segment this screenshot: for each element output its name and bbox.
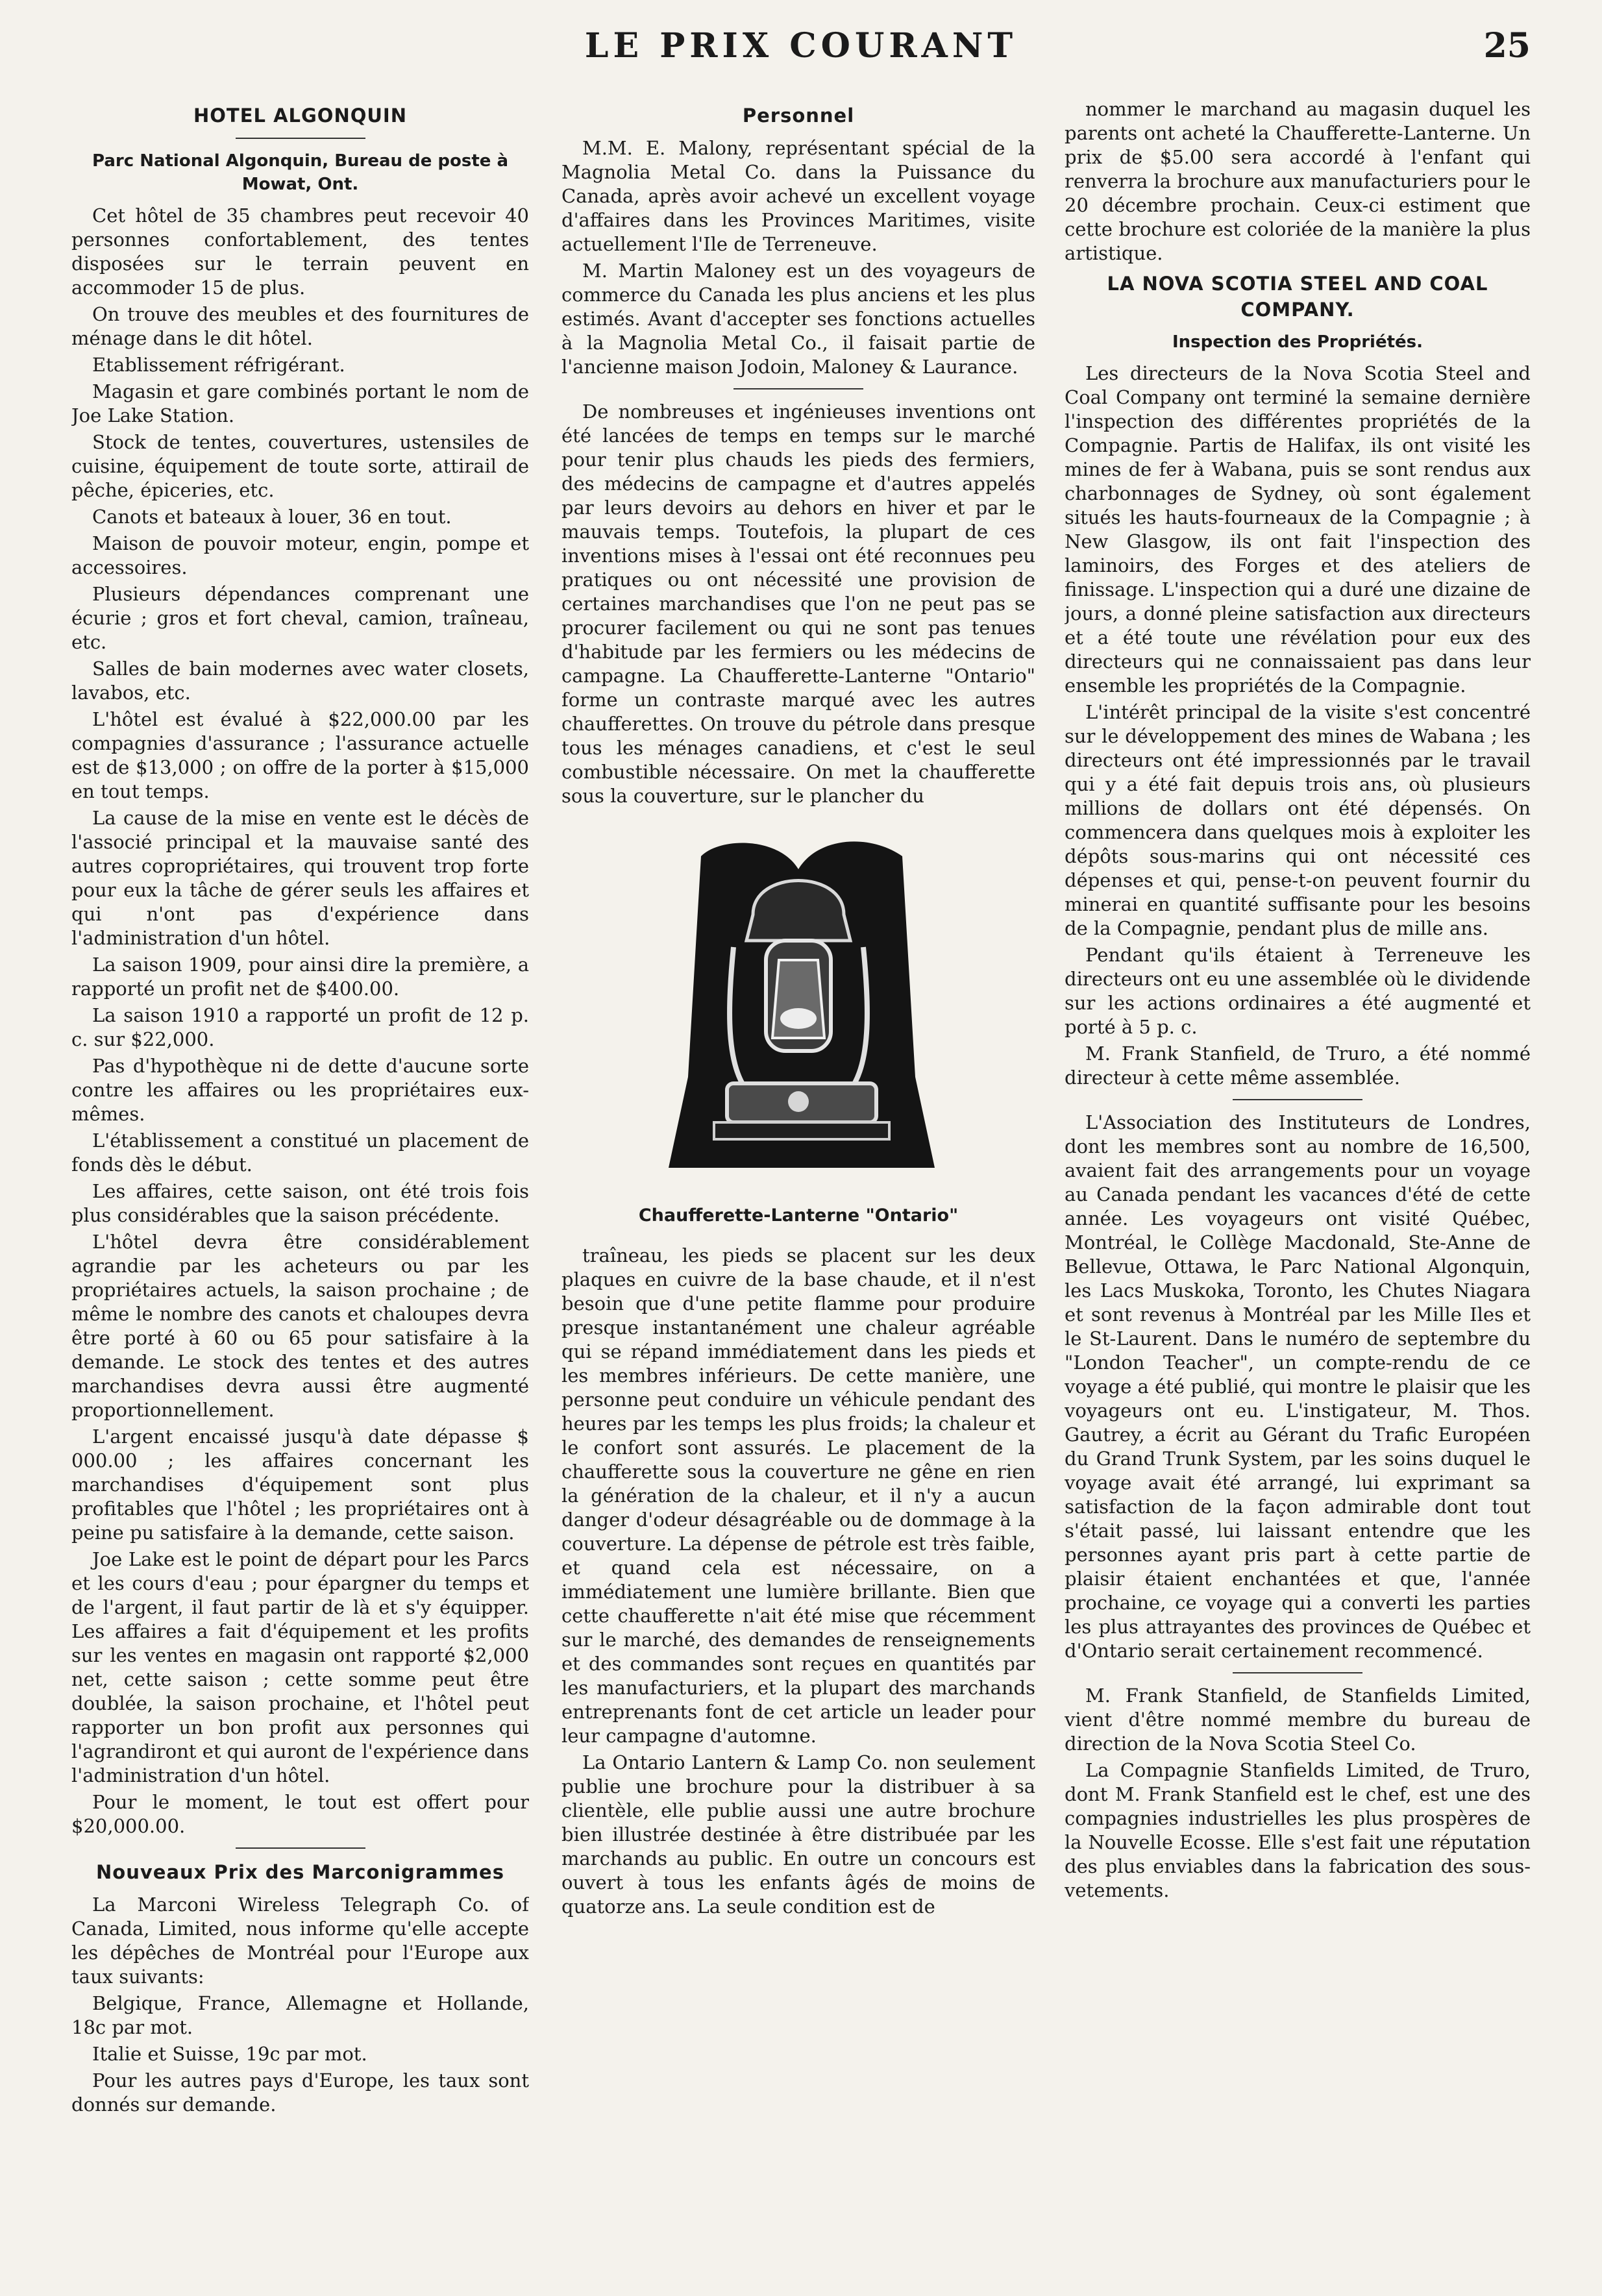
paragraph: Etablissement réfrigérant. <box>92 354 345 376</box>
heading-nova-scotia-steel: LA NOVA SCOTIA STEEL AND COAL COMPANY. <box>1107 273 1488 321</box>
subheading-hotel-location: Parc National Algonquin, Bureau de poste à Mowat, Ont. <box>92 151 508 194</box>
paragraph: On trouve des meubles et des fournitures de ménage dans le dit hôtel. <box>71 303 529 349</box>
paragraph: L'hôtel est évalué à $22,000.00 par les compagnies d'assurance ; l'assurance actuelle est de $13,000 ; on offre de la porter à $15,000 en tout temps. <box>71 708 529 802</box>
column-left <box>71 97 529 2253</box>
column-right <box>1065 97 1531 2253</box>
heading-personnel: Personnel <box>742 105 855 127</box>
lantern-figure <box>561 830 1035 1226</box>
divider <box>236 1847 365 1849</box>
heading-hotel-algonquin: HOTEL ALGONQUIN <box>193 105 407 127</box>
paragraph: L'Association des Instituteurs de Londres, dont les membres sont au nombre de 16,500, avaient fait des arrangements pour un voyage au Canada pendant les vacances d'été de cette année. Les voyageurs ont visité Québec, Montréal, le Collège Macdonald, Ste-Anne de Bellevue, Ottawa, le Parc National Algonquin, les Lacs Muskoka, Toronto, les Chutes Niagara et sont revenus à Montréal par les Mille Iles et le St-Laurent. Dans le numéro de septembre du "London Teacher", un compte-rendu de ce voyage a été publié, qui montre le plaisir que les voyageurs ont eu. L'instigateur, M. Thos. Gautrey, a écrit au Gérant du Trafic Européen du Grand Trunk System, par les soins duquel le voyage avait été arrangé, lui exprimant sa satisfaction de la façon admirable dont tout s'était passé, lui laissant entendre que les personnes ayant pris part à cette partie de plaisir étaient enchantées et que, l'année prochaine, ce voyage qui a converti les parties les plus attrayantes des provinces de Québec et d'Ontario serait certainement recommencé. <box>1065 1111 1531 1662</box>
paragraph: De nombreuses et ingénieuses inventions ont été lancées de temps en temps sur le marché pour tenir plus chauds les pieds des fermiers, des médecins de campagne et d'autres appelés par leurs devoirs au dehors en hiver et par le mauvais temps. Toutefois, la plupart de ces inventions mises à l'essai ont été reconnues peu pratiques ou ont nécessité une provision de certaines marchandises que l'on ne peut pas se procurer facilement ou qui ne sont pas tenues d'habitude par les fermiers ou les médecins de campagne. La Chaufferette-Lanterne "Ontario" forme un contraste marqué avec les autres chaufferettes. On trouve du pétrole dans presque tous les ménages canadiens, et c'est le seul combustible nécessaire. On met la chaufferette sous la couverture, sur le plancher du <box>561 401 1035 807</box>
paragraph: Plusieurs dépendances comprenant une écurie ; gros et fort cheval, camion, traîneau, etc. <box>71 583 529 653</box>
lantern-illustration <box>656 830 941 1194</box>
rate-line: Italie et Suisse, 19c par mot. <box>92 2043 367 2065</box>
divider <box>733 388 863 389</box>
paragraph: L'argent encaissé jusqu'à date dépasse $ 000.00 ; les affaires concernant les marchandises d'équipement sont plus profitables que l'hôtel ; les propriétaires ont à peine pu satisfaire à la demande, cette saison. <box>71 1426 529 1544</box>
paragraph: Magasin et gare combinés portant le nom de Joe Lake Station. <box>71 380 529 426</box>
paragraph: Les affaires, cette saison, ont été trois fois plus considérables que la saison précédente. <box>71 1180 529 1226</box>
rate-line: Belgique, France, Allemagne et Hollande, 18c par mot. <box>71 1992 529 2038</box>
paragraph: Pas d'hypothèque ni de dette d'aucune sorte contre les affaires ou les propriétaires eux-mêmes. <box>71 1055 529 1125</box>
paragraph: La Marconi Wireless Telegraph Co. of Canada, Limited, nous informe qu'elle accepte les dépêches de Montréal pour l'Europe aux taux suivants: <box>71 1894 529 1988</box>
paragraph: M. Martin Maloney est un des voyageurs de commerce du Canada les plus anciens et les plus estimés. Avant d'accepter ses fonctions actuelles à la Magnolia Metal Co., il faisait partie de l'ancienne maison Jodoin, Maloney & Laurance. <box>561 260 1035 378</box>
paragraph: Salles de bain modernes avec water closets, lavabos, etc. <box>71 658 529 704</box>
paragraph: La Ontario Lantern & Lamp Co. non seulement publie une brochure pour la distribuer à sa clientèle, elle publie aussi une autre brochure bien illustrée destinée à être distribuée par les marchands au public. En outre un concours est ouvert à tous les enfants âgés de moins de quatorze ans. La seule condition est de <box>561 1751 1035 1918</box>
paragraph: L'établissement a constitué un placement de fonds dès le début. <box>71 1129 529 1176</box>
heading-marconi: Nouveaux Prix des Marconigrammes <box>96 1861 504 1883</box>
paragraph: M. Frank Stanfield, de Truro, a été nommé directeur à cette même assemblée. <box>1065 1043 1531 1089</box>
paragraph: Maison de pouvoir moteur, engin, pompe et accessoires. <box>71 532 529 578</box>
paragraph: Pour le moment, le tout est offert pour $20,000.00. <box>71 1791 529 1837</box>
paragraph: traîneau, les pieds se placent sur les deux plaques en cuivre de la base chaude, et il n'est besoin que d'une petite flamme pour produire presque instantanément une chaleur agréable qui se répand immédiatement dans les pieds et les membres inférieurs. De cette manière, une personne peut conduire un véhicule pendant des heures par les temps les plus froids; la chaleur et le confort sont assurés. Le placement de la chaufferette sous la couverture ne gêne en rien la génération de la chaleur, et il n'y a aucun danger d'odeur désagréable ou de dommage à la couverture. La dépense de pétrole est très faible, et quand cela est nécessaire, on a immédiatement une lumière brillante. Bien que cette chaufferette n'ait été mise que récemment sur le marché, des demandes de renseignements et des commandes sont reçues en quantités par les manufacturiers, et la plupart des marchands entreprenants font de cet article un leader pour leur campagne d'automne. <box>561 1244 1035 1747</box>
divider <box>1233 1672 1362 1673</box>
paragraph: M. Frank Stanfield, de Stanfields Limited, vient d'être nommé membre du bureau de direction de la Nova Scotia Steel Co. <box>1065 1685 1531 1755</box>
paragraph: Cet hôtel de 35 chambres peut recevoir 40 personnes confortablement, des tentes disposées sur le terrain peuvent en accommoder 15 de plus. <box>71 204 529 299</box>
paragraph: La saison 1909, pour ainsi dire la première, a rapporté un profit net de $400.00. <box>71 954 529 1000</box>
paragraph: M.M. E. Malony, représentant spécial de la Magnolia Metal Co. dans la Puissance du Canada, après avoir achevé un excellent voyage d'affaires dans les Provinces Maritimes, visite actuellement l'Ile de Terreneuve. <box>561 137 1035 255</box>
paragraph: Pour les autres pays d'Europe, les taux sont donnés sur demande. <box>71 2069 529 2116</box>
paragraph: Canots et bateaux à louer, 36 en tout. <box>92 506 452 528</box>
paragraph: La Compagnie Stanfields Limited, de Truro, dont M. Frank Stanfield est le chef, est une des compagnies industrielles les plus prospères de la Nouvelle Ecosse. Elle s'est fait une réputation des plus enviables dans la fabrication des sous-vetements. <box>1065 1759 1531 1901</box>
subheading-inspection: Inspection des Propriétés. <box>1172 332 1423 352</box>
page-header <box>0 26 1602 97</box>
divider <box>236 138 365 139</box>
paragraph: Joe Lake est le point de départ pour les Parcs et les cours d'eau ; pour épargner du temps et de l'argent, il faut partir de là et s'y équipper. Les affaires a fait d'équipement et les profits sur les ventes en magasin ont rapporté $2,000 net, cette saison ; cette somme peut être doublée, la saison prochaine, et l'hôtel peut rapporter un bon profit aux personnes qui l'agrandiront et qui auront de l'expérience dans l'administration d'un hôtel. <box>71 1548 529 1786</box>
figure-caption: Chaufferette-Lanterne "Ontario" <box>638 1205 959 1226</box>
divider <box>1233 1099 1362 1100</box>
paragraph: La saison 1910 a rapporté un profit de 12 p. c. sur $22,000. <box>71 1004 529 1050</box>
paragraph: Les directeurs de la Nova Scotia Steel and Coal Company ont terminé la semaine dernière l'inspection des différentes propriétés de la Compagnie. Partis de Halifax, ils ont visité les mines de fer à Wabana, puis se sont rendus aux charbonnages de Sydney, où sont également situés les hauts-fourneaux de la Compagnie ; à New Glasgow, ils ont fait l'inspection des laminoirs, des Forges et des ateliers de finissage. L'inspection qui a duré une dizaine de jours, a donné pleine satisfaction aux directeurs et a été toute une révélation pour eux des directeurs qui ne connaissaient pas dans leur ensemble les propriétés de la Compagnie. <box>1065 362 1531 697</box>
page-number: 25 <box>1483 26 1531 66</box>
column-middle <box>561 97 1035 2253</box>
paragraph: L'hôtel devra être considérablement agrandie par les acheteurs ou par les propriétaires actuels, la saison prochaine ; de même le nombre des canots et chaloupes devra être porté à 60 ou 65 pour satisfaire à la demande. Le stock des tentes et des autres marchandises devra aussi être augmenté proportionnellement. <box>71 1231 529 1421</box>
page-title: LE PRIX COURANT <box>584 26 1018 66</box>
paragraph: L'intérêt principal de la visite s'est concentré sur le développement des mines de Wabana ; les directeurs ont été impressionnés par le travail qui y a été fait depuis trois ans, où plusieurs millions de dollars ont été dépensés. On commencera dans quelques mois à exploiter les dépôts sous-marins qui ont nécessité ces dépenses et qui, pense-t-on peuvent fournir du minerai en quantité suffisante pour les besoins de la Compagnie, pendant plus de mille ans. <box>1065 701 1531 939</box>
paragraph: nommer le marchand au magasin duquel les parents ont acheté la Chaufferette-Lanterne. Un prix de $5.00 sera accordé à l'enfant qui renverra la brochure aux manufacturiers pour le 20 décembre prochain. Ceux-ci estiment que cette brochure est coloriée de la manière la plus artistique. <box>1065 98 1531 264</box>
paragraph: Stock de tentes, couvertures, ustensiles de cuisine, équipement de toute sorte, attirail de pêche, épiceries, etc. <box>71 431 529 501</box>
paragraph: La cause de la mise en vente est le décès de l'associé principal et la mauvaise santé des autres copropriétaires, qui trouvent trop forte pour eux la tâche de gérer seuls les affaires et qui n'ont pas d'expérience dans l'administration d'un hôtel. <box>71 807 529 949</box>
paragraph: Pendant qu'ils étaient à Terreneuve les directeurs ont eu une assemblée où le dividende sur les actions ordinaires a été augmenté et porté à 5 p. c. <box>1065 944 1531 1038</box>
